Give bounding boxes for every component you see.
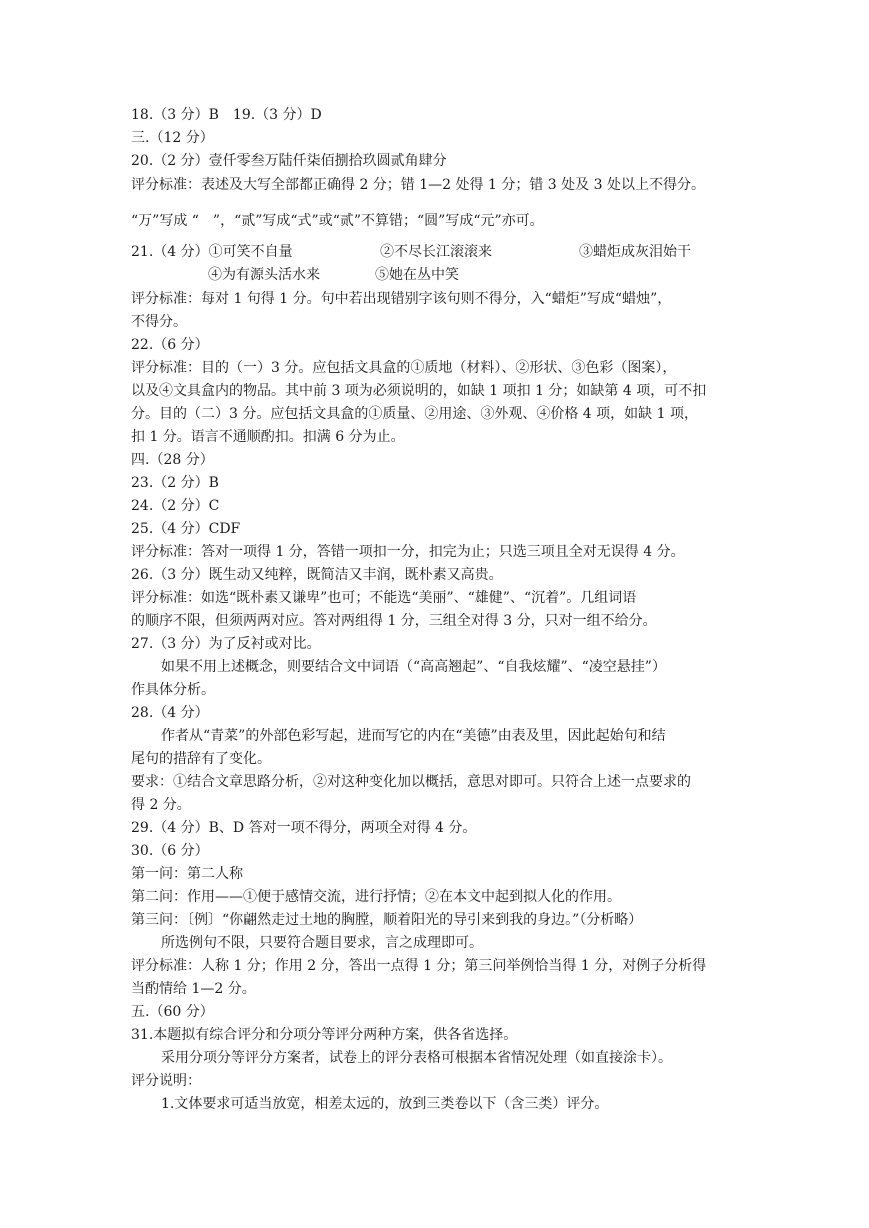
scoring-criteria: 要求：①结合文章思路分析，②对这种变化加以概括，意思对即可。只符合上述一点要求的	[131, 774, 691, 790]
answer-paragraph: 作具体分析。	[131, 682, 215, 698]
answer-paragraph: 作者从“青菜”的外部色彩写起，进而写它的内在“美德”由表及里，因此起始句和结	[161, 728, 666, 744]
answer-paragraph: 尾句的措辞有了变化。	[131, 751, 271, 767]
answer-line: 30.（6 分）	[131, 843, 209, 859]
scoring-item: 1.文体要求可适当放宽，相差太远的，放到三类卷以下（含三类）评分。	[161, 1096, 609, 1112]
answer-line: 第一问：第二人称	[131, 866, 243, 882]
answer-line: 31.本题拟有综合评分和分项分等评分两种方案，供各省选择。	[131, 1027, 518, 1043]
answer-line-21-cont	[131, 264, 731, 286]
section-heading: 四.（28 分）	[131, 452, 214, 468]
answer-line: 第二问：作用——①便于感情交流，进行抒情；②在本文中起到拟人化的作用。	[131, 889, 621, 905]
answer-paragraph: 所选例句不限，只要符合题目要求，言之成理即可。	[161, 935, 483, 951]
scoring-criteria: 扣 1 分。语言不通顺酌扣。扣满 6 分为止。	[131, 429, 405, 445]
scoring-criteria: 评分标准：人称 1 分；作用 2 分，答出一点得 1 分；第三问举例恰当得 1 分，对例子分析得	[131, 958, 707, 974]
scoring-criteria: 分。目的（二）3 分。应包括文具盒的①质量、②用途、③外观、④价格 4 项，如缺 1 项，	[131, 406, 698, 422]
scoring-criteria: 得 2 分。	[131, 797, 191, 813]
answer-item: ③蜡炬成灰泪始干	[579, 244, 691, 260]
scoring-criteria: 评分标准：答对一项得 1 分，答错一项扣一分，扣完为止；只选三项且全对无误得 4 分。	[131, 544, 685, 560]
answer-line: 29.（4 分）B、D 答对一项不得分，两项全对得 4 分。	[131, 820, 477, 836]
answer-line: 26.（3 分）既生动又纯粹，既简洁又丰润，既朴素又高贵。	[131, 567, 503, 583]
answer-line: 28.（4 分）	[131, 705, 209, 721]
scoring-criteria: 评分标准：如选“既朴素又谦卑”也可；不能选“美丽”、“雄健”、“沉着”。几组词语	[131, 590, 637, 606]
scoring-criteria: 评分标准：每对 1 句得 1 分。句中若出现错别字该句则不得分，入“蜡炬”写成“蜡烛”，	[131, 291, 672, 307]
scoring-criteria: 评分标准：目的（一）3 分。应包括文具盒的①质地（材料）、②形状、③色彩（图案），	[131, 360, 677, 376]
answer-paragraph: 采用分项分等评分方案者，试卷上的评分表格可根据本省情况处理（如直接涂卡）。	[161, 1050, 672, 1066]
scoring-heading: 评分说明：	[131, 1073, 201, 1089]
answer-line: 22.（6 分）	[131, 337, 209, 353]
answer-line: 24.（2 分）C	[131, 498, 220, 514]
answer-line: 23.（2 分）B	[131, 475, 219, 491]
scoring-criteria: 以及④文具盒内的物品。其中前 3 项为必须说明的，如缺 1 项扣 1 分；如缺第 4 项，可不扣	[131, 383, 707, 399]
answer-item: ⑤她在丛中笑	[375, 267, 459, 283]
answer-line: 27.（3 分）为了反衬或对比。	[131, 636, 321, 652]
answer-item: ④为有源头活水来	[208, 267, 320, 283]
section-heading: 三.（12 分）	[131, 130, 214, 146]
scoring-criteria: 当酌情给 1—2 分。	[131, 981, 256, 997]
section-heading: 五.（60 分）	[131, 1004, 214, 1020]
scoring-criteria: 不得分。	[131, 314, 187, 330]
answer-item: ②不尽长江滚滚来	[380, 244, 492, 260]
scoring-criteria: 的顺序不限，但须两两对应。答对两组得 1 分，三组全对得 3 分，只对一组不给分。	[131, 613, 657, 629]
answer-line-21	[131, 241, 731, 263]
answer-line: 25.（4 分）CDF	[131, 521, 241, 537]
scoring-note: “万”写成 “ ”，“贰”写成“式”或“贰”不算错；“圆”写成“元”亦可。	[131, 213, 544, 229]
scoring-criteria: 评分标准：表述及大写全部都正确得 2 分；错 1—2 处得 1 分；错 3 处及 3 处以上不得分。	[131, 177, 705, 193]
answer-line: 第三问：〔例〕“你翩然走过土地的胸膛，顺着阳光的导引来到我的身边。”（分析略）	[131, 912, 643, 928]
answer-line: 18.（3 分）B 19.（3 分）D	[131, 107, 322, 123]
answer-paragraph: 如果不用上述概念，则要结合文中词语（“高高翘起”、“自我炫耀”、“凌空悬挂”）	[161, 659, 666, 675]
answer-line: 20.（2 分）壹仟零叁万陆仟柒佰捌拾玖圆贰角肆分	[131, 153, 447, 169]
answer-item: 21.（4 分）①可笑不自量	[131, 244, 293, 260]
